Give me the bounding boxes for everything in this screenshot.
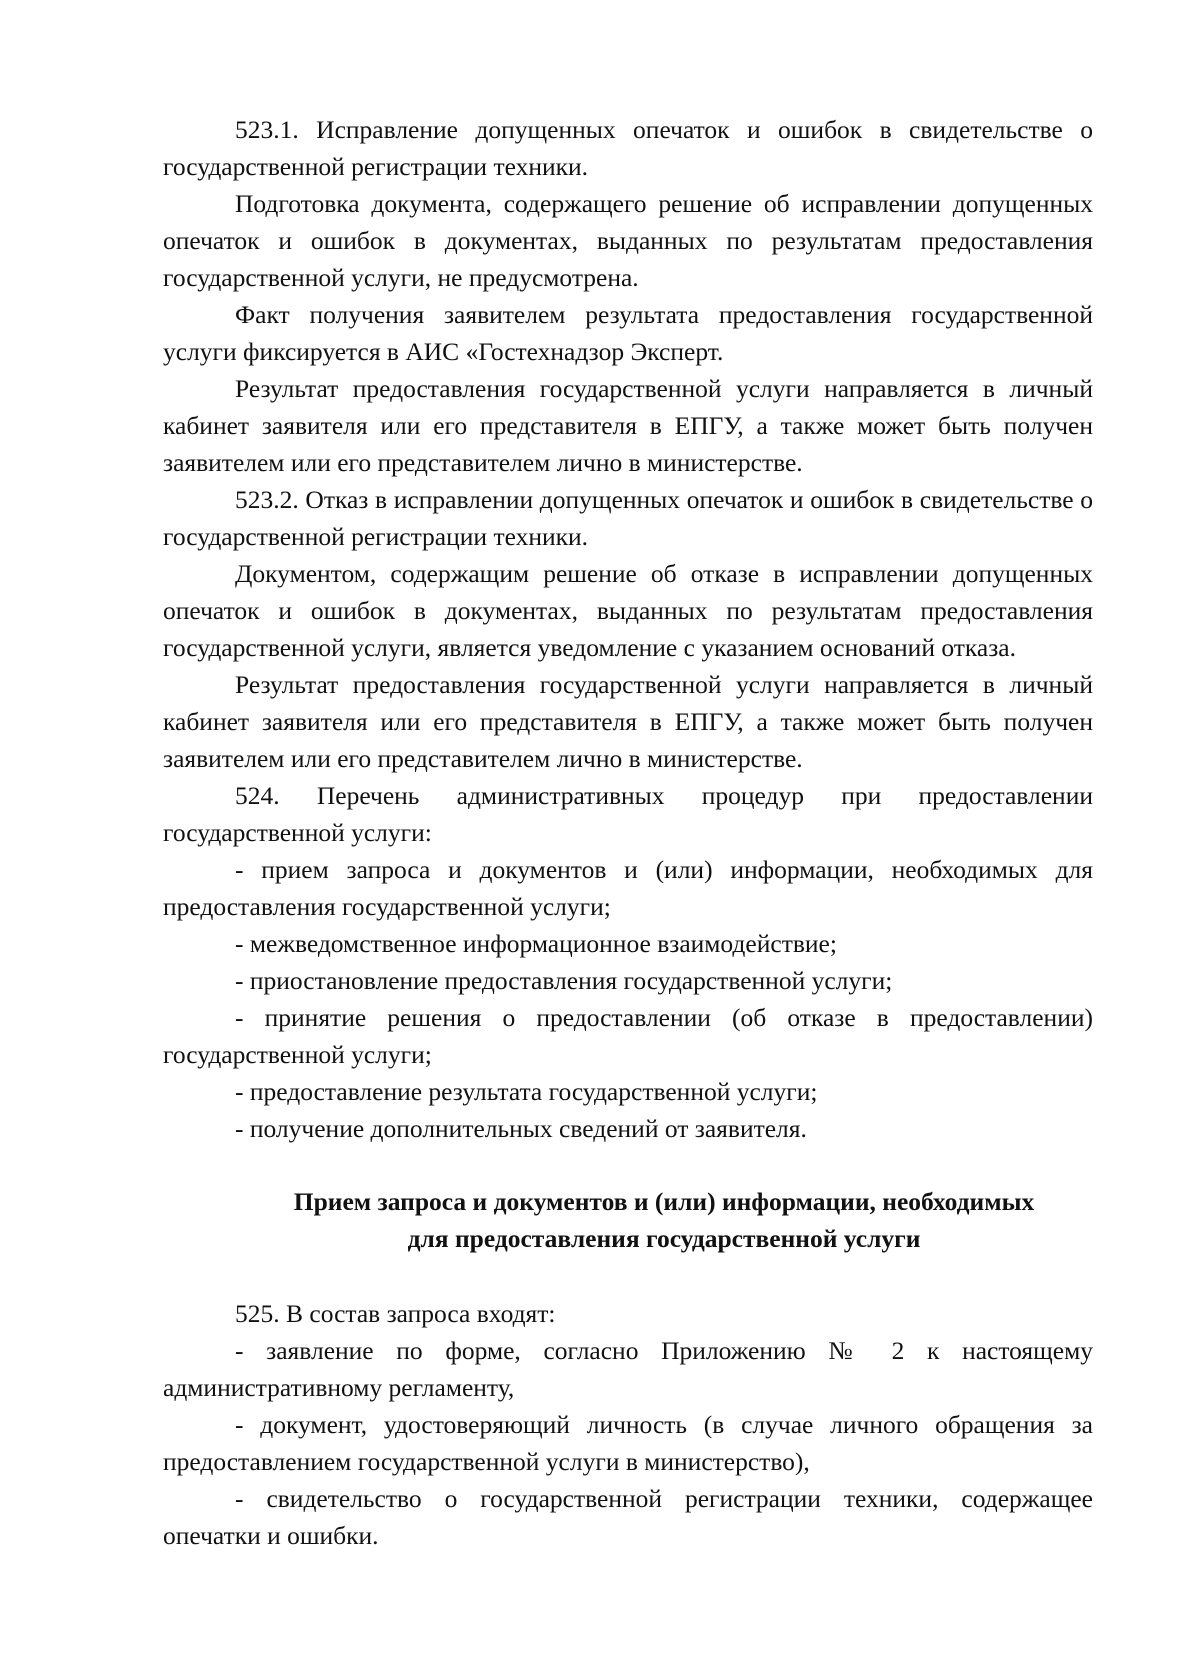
list-item: - прием запроса и документов и (или) информации, необходимых для предоставления государственной услуги; — [163, 855, 1093, 921]
list-item: - межведомственное информационное взаимодействие; — [235, 929, 837, 958]
list-item: - принятие решения о предоставлении (об отказе в предоставлении) государственной услуги; — [163, 1003, 1093, 1069]
section-heading-line-1: Прием запроса и документов и (или) информации, необходимых — [293, 1187, 1035, 1216]
section-heading — [163, 1183, 1093, 1257]
list-item: - документ, удостоверяющий личность (в случае личного обращения за предоставлением государственной услуги в министерство), — [163, 1410, 1093, 1476]
list-item: - получение дополнительных сведений от заявителя. — [235, 1114, 807, 1143]
paragraph: 524. Перечень административных процедур при предоставлении государственной услуги: — [163, 781, 1093, 847]
list-item: - приостановление предоставления государственной услуги; — [235, 966, 893, 995]
document-page — [163, 111, 1093, 1554]
paragraph: Факт получения заявителем результата предоставления государственной услуги фиксируется в АИС «Гостехнадзор Эксперт. — [163, 300, 1093, 366]
paragraph: 525. В состав запроса входят: — [235, 1299, 556, 1328]
list-item: - предоставление результата государственной услуги; — [235, 1077, 818, 1106]
paragraph: Результат предоставления государственной услуги направляется в личный кабинет заявителя или его представителя в ЕПГУ, а также может быть получен заявителем или его представителем лично в министерстве. — [163, 670, 1093, 773]
list-item: - свидетельство о государственной регистрации техники, содержащее опечатки и ошибки. — [163, 1484, 1093, 1550]
paragraph: Результат предоставления государственной услуги направляется в личный кабинет заявителя или его представителя в ЕПГУ, а также может быть получен заявителем или его представителем лично в министерстве. — [163, 374, 1093, 477]
paragraph: Документом, содержащим решение об отказе в исправлении допущенных опечаток и ошибок в документах, выданных по результатам предоставления государственной услуги, является уведомление с указанием оснований отказа. — [163, 559, 1093, 662]
paragraph: 523.1. Исправление допущенных опечаток и ошибок в свидетельстве о государственной регистрации техники. — [163, 115, 1093, 181]
paragraph: 523.2. Отказ в исправлении допущенных опечаток и ошибок в свидетельстве о государственной регистрации техники. — [163, 485, 1093, 551]
list-item: - заявление по форме, согласно Приложению № 2 к настоящему административному регламенту, — [163, 1336, 1093, 1402]
section-heading-line-2: для предоставления государственной услуги — [407, 1224, 921, 1253]
paragraph: Подготовка документа, содержащего решение об исправлении допущенных опечаток и ошибок в документах, выданных по результатам предоставления государственной услуги, не предусмотрена. — [163, 189, 1093, 292]
